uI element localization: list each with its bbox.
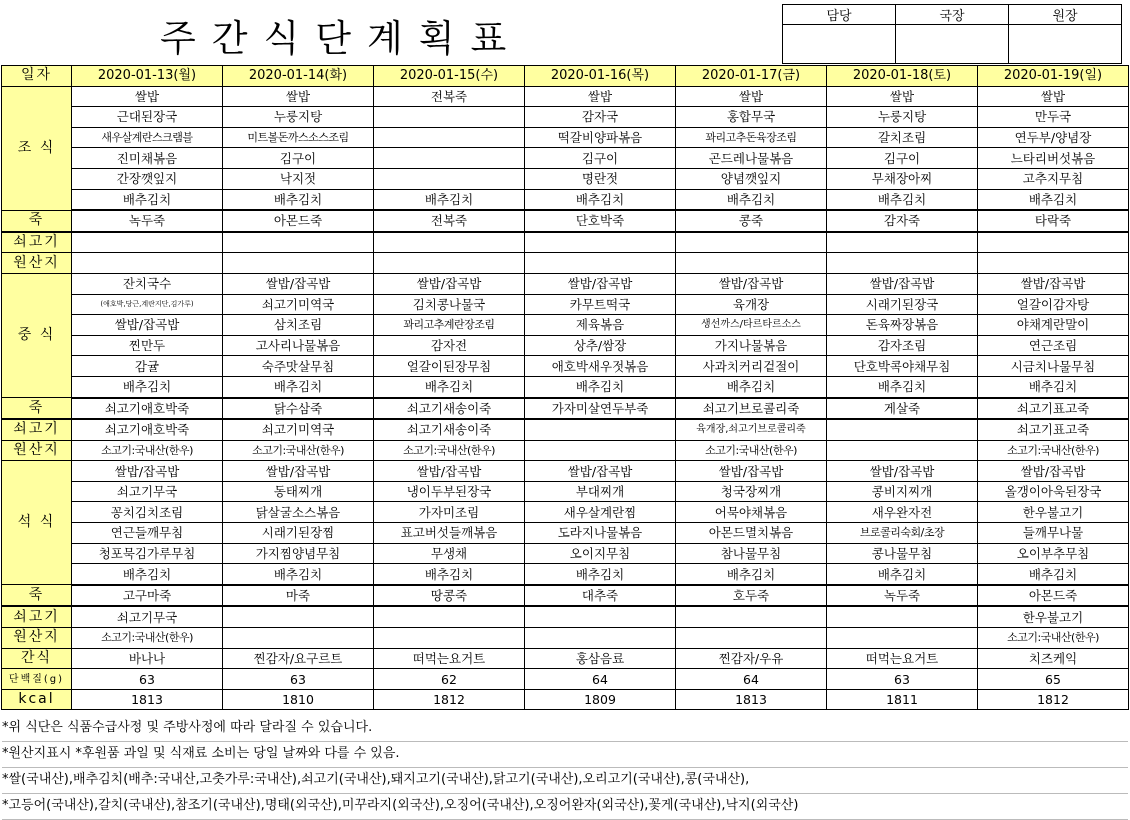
- menu-item: 쌀밥: [72, 86, 223, 107]
- menu-item: 감자전: [374, 335, 525, 356]
- protein-value: 63: [223, 669, 374, 690]
- menu-item: 연근조림: [978, 335, 1129, 356]
- menu-item: 쌀밥/잡곡밥: [223, 273, 374, 294]
- porridge-item: 가자미살연두부죽: [525, 398, 676, 420]
- menu-item: 닭살굴소스볶음: [223, 502, 374, 523]
- menu-item: 감귤: [72, 356, 223, 377]
- snack-item: 찐감자/요구르트: [223, 648, 374, 669]
- menu-item: 쌀밥/잡곡밥: [827, 461, 978, 482]
- menu-item: 가지찜양념무침: [223, 543, 374, 564]
- menu-item: 김치콩나물국: [374, 294, 525, 315]
- menu-item: 쌀밥/잡곡밥: [978, 273, 1129, 294]
- menu-item: 홍합무국: [676, 107, 827, 128]
- porridge-item: 전복죽: [374, 210, 525, 232]
- origin-label-origin: 원산지: [2, 628, 72, 649]
- menu-item: 새우살계란찜: [525, 502, 676, 523]
- menu-item: 오이부추무침: [978, 543, 1129, 564]
- porridge-item: 게살죽: [827, 398, 978, 420]
- menu-item: 시래기된장찜: [223, 523, 374, 544]
- menu-item: 배추김치: [827, 376, 978, 397]
- origin-country: [72, 253, 223, 274]
- approval-box: [782, 4, 1122, 64]
- origin-item: [374, 606, 525, 627]
- menu-item: 연두부/양념장: [978, 127, 1129, 148]
- kcal-value: 1812: [978, 689, 1129, 710]
- menu-item: 표고버섯들깨볶음: [374, 523, 525, 544]
- menu-item: 쌀밥/잡곡밥: [525, 461, 676, 482]
- menu-item: 꽈리고추돈육장조림: [676, 127, 827, 148]
- menu-item: 배추김치: [525, 189, 676, 210]
- origin-country: 소고기:국내산(한우): [374, 440, 525, 461]
- approval-label-head: 원장: [1009, 5, 1122, 25]
- menu-item: 오이지무침: [525, 543, 676, 564]
- menu-item: 한우불고기: [978, 502, 1129, 523]
- menu-item: 배추김치: [676, 189, 827, 210]
- origin-item: [525, 419, 676, 440]
- menu-item: 곤드레나물볶음: [676, 148, 827, 169]
- porridge-item: 마죽: [223, 585, 374, 607]
- origin-country: 소고기:국내산(한우): [72, 628, 223, 649]
- origin-item: [827, 232, 978, 253]
- menu-item: [374, 148, 525, 169]
- kcal-value: 1813: [72, 689, 223, 710]
- approval-label-director: 국장: [896, 5, 1009, 25]
- porridge-item: 감자죽: [827, 210, 978, 232]
- menu-item: 도라지나물볶음: [525, 523, 676, 544]
- menu-item: 낙지젓: [223, 168, 374, 189]
- snack-label: 간식: [2, 648, 72, 669]
- menu-item: 쌀밥: [676, 86, 827, 107]
- porridge-item: 쇠고기표고죽: [978, 398, 1129, 420]
- porridge-label: 죽: [2, 398, 72, 420]
- snack-item: 떠먹는요거트: [827, 648, 978, 669]
- origin-country: [827, 253, 978, 274]
- menu-item: 양념깻잎지: [676, 168, 827, 189]
- approval-sign-director[interactable]: [896, 25, 1009, 64]
- origin-label-origin: 원산지: [2, 253, 72, 274]
- origin-country: [525, 253, 676, 274]
- snack-item: 홍삼음료: [525, 648, 676, 669]
- menu-item: 쇠고기미역국: [223, 294, 374, 315]
- snack-item: 바나나: [72, 648, 223, 669]
- porridge-item: 쇠고기브로콜리죽: [676, 398, 827, 420]
- porridge-item: 대추죽: [525, 585, 676, 607]
- menu-item: 잔치국수: [72, 273, 223, 294]
- menu-item: 생선까스/타르타르소스: [676, 315, 827, 336]
- menu-item: 청포묵김가루무침: [72, 543, 223, 564]
- origin-country: 소고기:국내산(한우): [978, 440, 1129, 461]
- menu-item: 부대찌개: [525, 481, 676, 502]
- protein-value: 63: [827, 669, 978, 690]
- origin-country: 소고기:국내산(한우): [978, 628, 1129, 649]
- menu-item: 들깨무나물: [978, 523, 1129, 544]
- menu-item: 사과치커리겉절이: [676, 356, 827, 377]
- origin-item: [72, 232, 223, 253]
- origin-country: [676, 628, 827, 649]
- menu-item: 쌀밥/잡곡밥: [676, 273, 827, 294]
- origin-item: [827, 606, 978, 627]
- date-header: 2020-01-14(화): [223, 66, 374, 87]
- menu-item: 배추김치: [676, 564, 827, 585]
- menu-item: 명란젓: [525, 168, 676, 189]
- menu-item: 배추김치: [827, 564, 978, 585]
- menu-item: 배추김치: [676, 376, 827, 397]
- menu-item: 쌀밥/잡곡밥: [374, 273, 525, 294]
- porridge-item: 호두죽: [676, 585, 827, 607]
- origin-country: [827, 628, 978, 649]
- porridge-item: 콩죽: [676, 210, 827, 232]
- kcal-value: 1810: [223, 689, 374, 710]
- menu-item: 찐만두: [72, 335, 223, 356]
- menu-item: 삼치조림: [223, 315, 374, 336]
- approval-sign-manager[interactable]: [783, 25, 896, 64]
- menu-item: 냉이두부된장국: [374, 481, 525, 502]
- origin-item: 육개장,쇠고기브로콜리죽: [676, 419, 827, 440]
- menu-item: [374, 107, 525, 128]
- porridge-item: 단호박죽: [525, 210, 676, 232]
- date-header: 2020-01-18(토): [827, 66, 978, 87]
- porridge-item: 타락죽: [978, 210, 1129, 232]
- origin-item: [827, 419, 978, 440]
- menu-item: 배추김치: [978, 564, 1129, 585]
- menu-item: 감자조림: [827, 335, 978, 356]
- origin-item: [223, 606, 374, 627]
- snack-item: 떠먹는요거트: [374, 648, 525, 669]
- note-line: *원산지표시 *후원품 과일 및 식재료 소비는 당일 날짜와 다를 수 있음.: [2, 742, 1128, 768]
- menu-item: 가지나물볶음: [676, 335, 827, 356]
- menu-item: 야채계란말이: [978, 315, 1129, 336]
- menu-item: 배추김치: [827, 189, 978, 210]
- porridge-item: 고구마죽: [72, 585, 223, 607]
- menu-item: 무생채: [374, 543, 525, 564]
- menu-item: 쇠고기무국: [72, 481, 223, 502]
- origin-country: [223, 628, 374, 649]
- menu-item: 단호박콕야채무침: [827, 356, 978, 377]
- origin-country: [978, 253, 1129, 274]
- menu-item: 전복죽: [374, 86, 525, 107]
- menu-item: 근대된장국: [72, 107, 223, 128]
- menu-item: 배추김치: [72, 189, 223, 210]
- porridge-item: 쇠고기애호박죽: [72, 398, 223, 420]
- menu-item: 갈치조림: [827, 127, 978, 148]
- menu-item: 쌀밥/잡곡밥: [72, 461, 223, 482]
- menu-item: 미트볼돈까스소스조림: [223, 127, 374, 148]
- menu-item: 쌀밥/잡곡밥: [374, 461, 525, 482]
- origin-country: 소고기:국내산(한우): [676, 440, 827, 461]
- menu-item: 무채장아찌: [827, 168, 978, 189]
- date-header: 2020-01-16(목): [525, 66, 676, 87]
- origin-item: [525, 232, 676, 253]
- menu-item: 배추김치: [223, 564, 374, 585]
- origin-label-beef: 쇠고기: [2, 419, 72, 440]
- porridge-item: 닭수삼죽: [223, 398, 374, 420]
- porridge-item: 녹두죽: [827, 585, 978, 607]
- menu-item: 느타리버섯볶음: [978, 148, 1129, 169]
- date-header: 2020-01-15(수): [374, 66, 525, 87]
- menu-item: 제육볶음: [525, 315, 676, 336]
- page-title: 주간식단계획표: [160, 17, 523, 60]
- menu-item: 숙주맛살무침: [223, 356, 374, 377]
- menu-item: 쌀밥/잡곡밥: [72, 315, 223, 336]
- origin-item: [374, 232, 525, 253]
- menu-item: 누룽지탕: [223, 107, 374, 128]
- menu-item: 배추김치: [525, 376, 676, 397]
- menu-item: 상추/쌈장: [525, 335, 676, 356]
- menu-table: [1, 65, 1129, 710]
- menu-item: 콩비지찌개: [827, 481, 978, 502]
- menu-item: 감자국: [525, 107, 676, 128]
- dinner-label: 석 식: [2, 461, 72, 585]
- porridge-label: 죽: [2, 585, 72, 607]
- menu-item: [374, 168, 525, 189]
- origin-item: [223, 232, 374, 253]
- origin-country: [827, 440, 978, 461]
- origin-label-beef: 쇠고기: [2, 606, 72, 627]
- menu-item: 쌀밥/잡곡밥: [223, 461, 374, 482]
- porridge-item: 쇠고기새송이죽: [374, 398, 525, 420]
- menu-item: 얼갈이감자탕: [978, 294, 1129, 315]
- menu-item: 아몬드멸치볶음: [676, 523, 827, 544]
- menu-item: 청국장찌개: [676, 481, 827, 502]
- protein-value: 64: [525, 669, 676, 690]
- menu-item: 배추김치: [223, 376, 374, 397]
- menu-item: 김구이: [223, 148, 374, 169]
- menu-item: 누룽지탕: [827, 107, 978, 128]
- origin-label-beef: 쇠고기: [2, 232, 72, 253]
- menu-item: 시래기된장국: [827, 294, 978, 315]
- menu-item: 배추김치: [978, 189, 1129, 210]
- kcal-value: 1809: [525, 689, 676, 710]
- menu-item: 육개장: [676, 294, 827, 315]
- menu-item: 배추김치: [374, 189, 525, 210]
- menu-item: 배추김치: [525, 564, 676, 585]
- menu-item: 김구이: [525, 148, 676, 169]
- menu-item: 꽁치김치조림: [72, 502, 223, 523]
- date-header: 2020-01-13(월): [72, 66, 223, 87]
- menu-item: 어묵야채볶음: [676, 502, 827, 523]
- snack-item: 찐감자/우유: [676, 648, 827, 669]
- menu-item: 쌀밥/잡곡밥: [676, 461, 827, 482]
- note-line: *고등어(국내산),갈치(국내산),참조기(국내산),명태(외국산),미꾸라지(외국산),오징어(국내산),오징어완자(외국산),꽃게(국내산),낙지(외국산): [2, 794, 1128, 820]
- origin-item: 쇠고기미역국: [223, 419, 374, 440]
- approval-sign-head[interactable]: [1009, 25, 1122, 64]
- lunch-label: 중 식: [2, 273, 72, 397]
- menu-item: 배추김치: [223, 189, 374, 210]
- menu-item: 김구이: [827, 148, 978, 169]
- protein-value: 62: [374, 669, 525, 690]
- porridge-item: 아몬드죽: [978, 585, 1129, 607]
- origin-country: 소고기:국내산(한우): [223, 440, 374, 461]
- menu-item: 쌀밥/잡곡밥: [827, 273, 978, 294]
- date-header: 2020-01-19(일): [978, 66, 1129, 87]
- origin-label-origin: 원산지: [2, 440, 72, 461]
- menu-item: (애호박,당근,계란지단,김가루): [72, 294, 223, 315]
- origin-country: [374, 253, 525, 274]
- origin-item: [525, 606, 676, 627]
- origin-item: [978, 232, 1129, 253]
- origin-item: [676, 232, 827, 253]
- origin-country: [374, 628, 525, 649]
- kcal-value: 1812: [374, 689, 525, 710]
- menu-item: 시금치나물무침: [978, 356, 1129, 377]
- kcal-value: 1811: [827, 689, 978, 710]
- menu-item: 배추김치: [72, 564, 223, 585]
- menu-item: 쌀밥/잡곡밥: [978, 461, 1129, 482]
- snack-item: 치즈케익: [978, 648, 1129, 669]
- kcal-label: kcal: [2, 689, 72, 710]
- origin-item: 쇠고기무국: [72, 606, 223, 627]
- menu-item: 애호박새우젓볶음: [525, 356, 676, 377]
- menu-item: 돈육짜장볶음: [827, 315, 978, 336]
- protein-value: 65: [978, 669, 1129, 690]
- menu-item: 진미채볶음: [72, 148, 223, 169]
- notes: [2, 716, 1128, 820]
- menu-item: 간장깻잎지: [72, 168, 223, 189]
- menu-item: 쌀밥: [827, 86, 978, 107]
- origin-item: [676, 606, 827, 627]
- origin-country: [525, 628, 676, 649]
- porridge-label: 죽: [2, 210, 72, 232]
- menu-item: 브로콜리숙회/초장: [827, 523, 978, 544]
- menu-item: 쌀밥: [978, 86, 1129, 107]
- menu-item: 연근들깨무침: [72, 523, 223, 544]
- menu-item: 떡갈비양파볶음: [525, 127, 676, 148]
- menu-item: 동태찌개: [223, 481, 374, 502]
- menu-item: 새우살계란스크램블: [72, 127, 223, 148]
- porridge-item: 녹두죽: [72, 210, 223, 232]
- note-line: *쌀(국내산),배추김치(배추:국내산,고춧가루:국내산),쇠고기(국내산),돼지고기(국내산),닭고기(국내산),오리고기(국내산),콩(국내산),: [2, 768, 1128, 794]
- origin-country: 소고기:국내산(한우): [72, 440, 223, 461]
- note-line: *위 식단은 식품수급사정 및 주방사정에 따라 달라질 수 있습니다.: [2, 716, 1128, 742]
- origin-country: [223, 253, 374, 274]
- menu-item: 배추김치: [374, 564, 525, 585]
- date-header-label: 일자: [2, 66, 72, 87]
- menu-item: 쌀밥: [525, 86, 676, 107]
- menu-item: 새우완자전: [827, 502, 978, 523]
- menu-item: 배추김치: [374, 376, 525, 397]
- protein-value: 64: [676, 669, 827, 690]
- origin-item: 한우불고기: [978, 606, 1129, 627]
- origin-item: 쇠고기애호박죽: [72, 419, 223, 440]
- origin-item: 쇠고기표고죽: [978, 419, 1129, 440]
- menu-item: 가자미조림: [374, 502, 525, 523]
- menu-item: 만두국: [978, 107, 1129, 128]
- menu-item: 참나물무침: [676, 543, 827, 564]
- origin-country: [676, 253, 827, 274]
- breakfast-label: 조 식: [2, 86, 72, 210]
- kcal-value: 1813: [676, 689, 827, 710]
- approval-label-manager: 담당: [783, 5, 896, 25]
- menu-item: 꽈리고추계란장조림: [374, 315, 525, 336]
- menu-item: 콩나물무침: [827, 543, 978, 564]
- protein-label: 단백질(g): [2, 669, 72, 690]
- menu-item: 올갱이아욱된장국: [978, 481, 1129, 502]
- porridge-item: 땅콩죽: [374, 585, 525, 607]
- origin-country: [525, 440, 676, 461]
- menu-item: 쌀밥: [223, 86, 374, 107]
- menu-item: 카무트떡국: [525, 294, 676, 315]
- menu-item: 배추김치: [72, 376, 223, 397]
- menu-item: 배추김치: [978, 376, 1129, 397]
- menu-item: 얼갈이된장무침: [374, 356, 525, 377]
- origin-item: 쇠고기새송이죽: [374, 419, 525, 440]
- menu-item: 고사리나물볶음: [223, 335, 374, 356]
- menu-item: 쌀밥/잡곡밥: [525, 273, 676, 294]
- menu-item: 고추지무침: [978, 168, 1129, 189]
- protein-value: 63: [72, 669, 223, 690]
- date-header: 2020-01-17(금): [676, 66, 827, 87]
- menu-item: [374, 127, 525, 148]
- porridge-item: 아몬드죽: [223, 210, 374, 232]
